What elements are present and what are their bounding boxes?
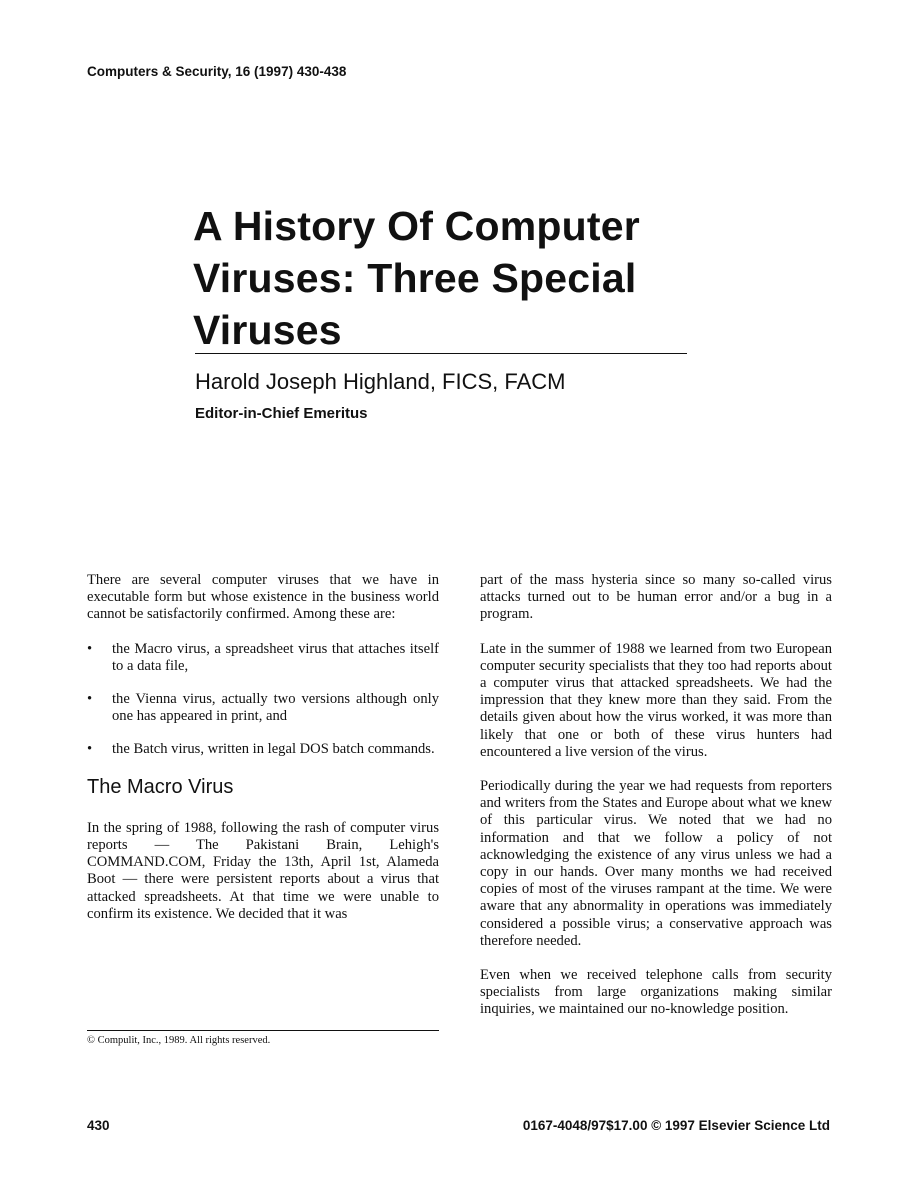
title-divider [195,353,687,354]
body-paragraph: Late in the summer of 1988 we learned from two European computer security specialists that they too had reports about a computer virus that attacked spreadsheets. We had the impression that they knew more than they said. From the details given about how the virus worked, it was more than likely that one or both of these virus hunters had encountered a live version of the virus. [480,640,832,760]
list-item [87,741,439,758]
author-name: Harold Joseph Highland, FICS, FACM [195,369,566,394]
virus-list [87,641,439,759]
issn-copyright-line: 0167-4048/97$17.00 © 1997 Elsevier Science Ltd [522,1118,830,1133]
author-role: Editor-in-Chief Emeritus [195,405,368,422]
copyright-footnote: © Compulit, Inc., 1989. All rights reserved. [87,1035,271,1046]
section-heading: The Macro Virus [87,775,234,798]
bullet-icon: • [87,640,93,657]
body-paragraph: Periodically during the year we had requests from reporters and writers from the States and Europe about what we knew of this particular virus. We noted that we had no information and that we follow a policy of not acknowledging the existence of any virus unless we had a copy in our hands. Over many months we had received copies of most of the viruses rampant at the time. We were aware that any abnormality in operations was immediately considered a possible virus; a conservative approach was therefore needed. [480,778,832,949]
bullet-icon: • [87,691,93,708]
list-item [87,641,439,675]
title-line-1: A History Of Computer [193,203,640,249]
section-paragraph: In the spring of 1988, following the rash of computer virus reports — The Pakistani Brain, Lehigh's COMMAND.COM, Friday the 13th, April 1st, Alameda Boot — there were persistent reports about a virus that attacked spreadsheets. At that time we were unable to confirm its existence. We decided that it was [87,819,439,922]
intro-paragraph: There are several computer viruses that we have in executable form but whose existence in the business world cannot be satisfactorily confirmed. Among these are: [87,572,439,623]
list-item-text: the Batch virus, written in legal DOS batch commands. [112,741,435,758]
article-title [193,200,693,356]
body-paragraph: part of the mass hysteria since so many so-called virus attacks turned out to be human error and/or a bug in a program. [480,572,832,623]
page-number: 430 [87,1118,110,1133]
title-line-3: Viruses [193,307,342,353]
footnote-divider [87,1030,439,1031]
journal-reference: Computers & Security, 16 (1997) 430-438 [87,64,347,79]
body-paragraph: Even when we received telephone calls from security specialists from large organizations making similar inquiries, we maintained our no-knowledge position. [480,967,832,1018]
list-item-text: the Vienna virus, actually two versions although only one has appeared in print, and [112,691,439,725]
list-item-text: the Macro virus, a spreadsheet virus that attaches itself to a data file, [112,640,439,674]
right-column [480,572,832,1036]
bullet-icon: • [87,741,93,758]
left-column [87,572,439,940]
list-item [87,691,439,725]
title-line-2: Viruses: Three Special [193,255,637,301]
